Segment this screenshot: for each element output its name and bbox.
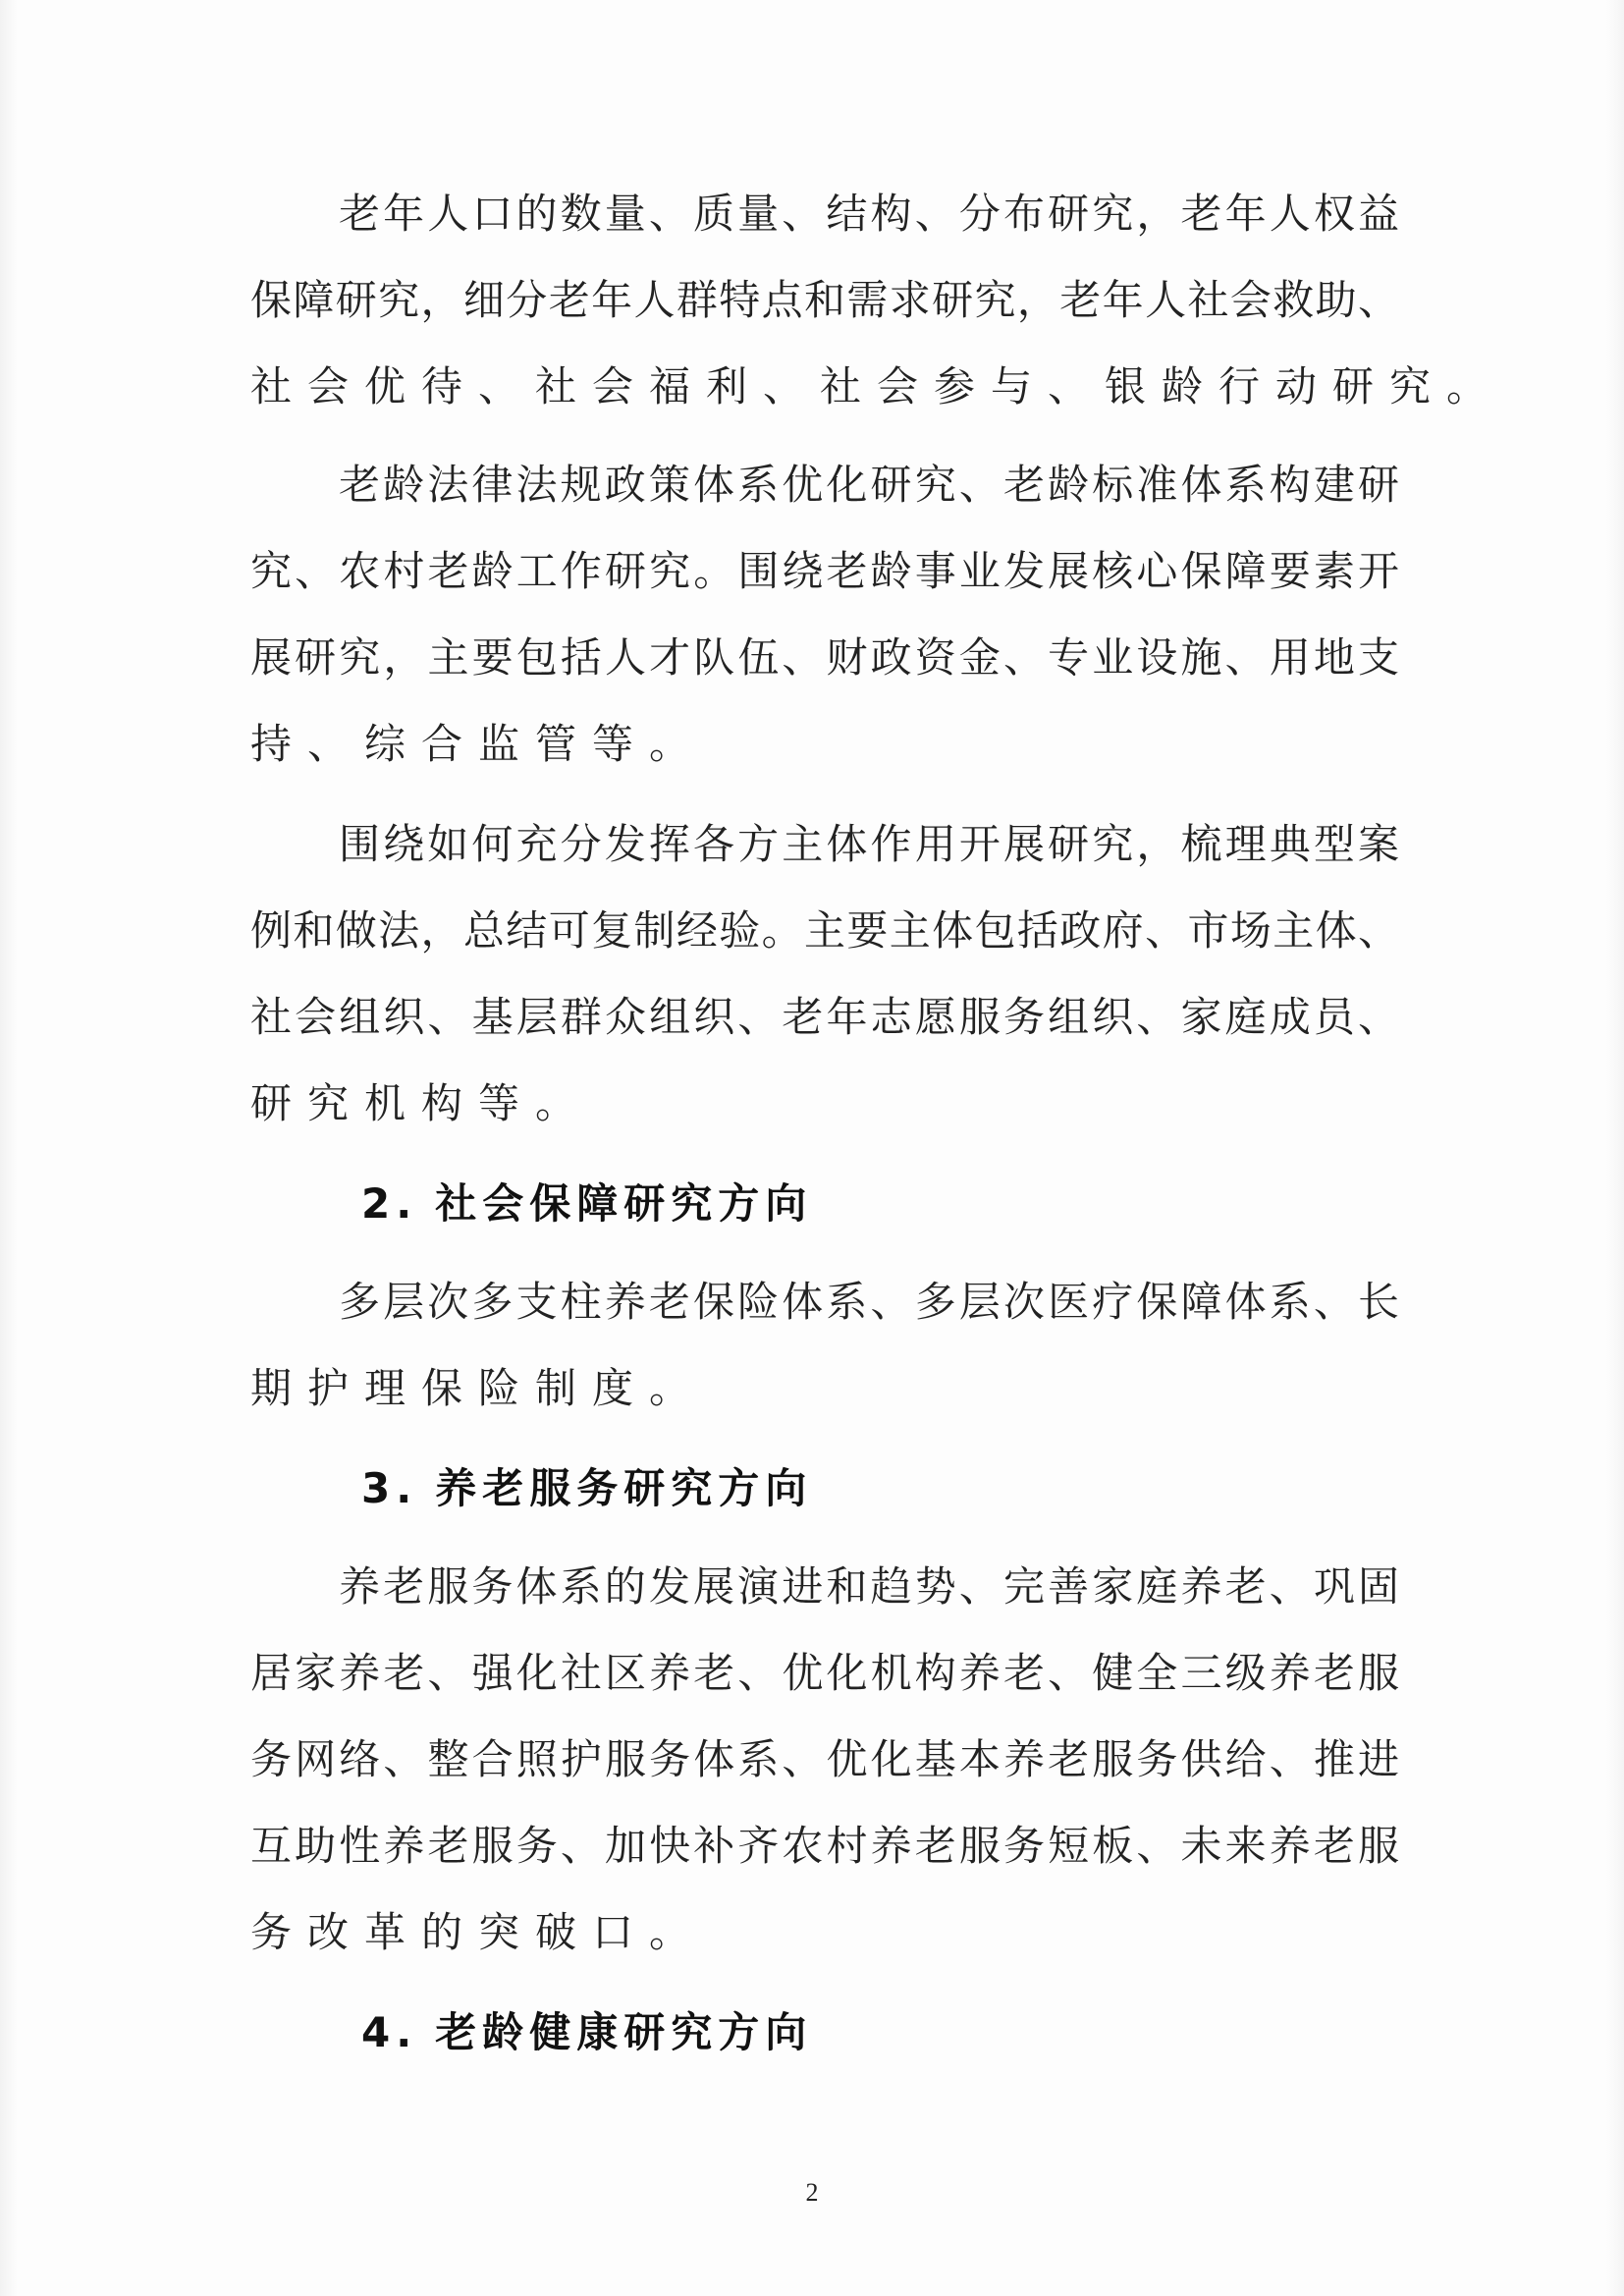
section-2-line-1: 多层次多支柱养老保险体系、多层次医疗保障体系、长	[339, 1278, 1399, 1326]
section-3-line-2: 居家养老、强化社区养老、优化机构养老、健全三级养老服	[250, 1649, 1399, 1697]
paragraph-3-line-3: 社会组织、基层群众组织、老年志愿服务组织、家庭成员、	[250, 993, 1399, 1041]
paragraph-3-line-1: 围绕如何充分发挥各方主体作用开展研究，梳理典型案	[339, 820, 1399, 868]
section-title: 社会保障研究方向	[435, 1179, 813, 1228]
paragraph-3-line-4: 研究机构等。	[250, 1079, 593, 1127]
paragraph-1-line-2: 保障研究，细分老年人群特点和需求研究，老年人社会救助、	[250, 276, 1399, 324]
paragraph-2-line-4: 持、综合监管等。	[250, 720, 707, 768]
section-3-line-1: 养老服务体系的发展演进和趋势、完善家庭养老、巩固	[339, 1562, 1399, 1611]
section-heading-4	[361, 2003, 812, 2062]
page-number: 2	[805, 2178, 819, 2207]
section-3-line-5: 务改革的突破口。	[250, 1908, 707, 1956]
section-number: 3.	[361, 1464, 418, 1512]
paragraph-2-line-1: 老龄法律法规政策体系优化研究、老龄标准体系构建研	[339, 461, 1399, 509]
section-heading-3	[361, 1459, 812, 1518]
section-number: 4.	[361, 2008, 418, 2056]
section-title: 养老服务研究方向	[435, 1464, 813, 1512]
paragraph-2-line-3: 展研究，主要包括人才队伍、财政资金、专业设施、用地支	[250, 633, 1399, 682]
section-title: 老龄健康研究方向	[435, 2008, 813, 2056]
section-number: 2.	[361, 1179, 418, 1228]
section-2-line-2: 期护理保险制度。	[250, 1364, 707, 1412]
paragraph-1-line-1: 老年人口的数量、质量、结构、分布研究，老年人权益	[339, 190, 1399, 238]
paragraph-3-line-2: 例和做法，总结可复制经验。主要主体包括政府、市场主体、	[250, 906, 1399, 955]
section-3-line-3: 务网络、整合照护服务体系、优化基本养老服务供给、推进	[250, 1735, 1399, 1783]
paragraph-2-line-2: 究、农村老龄工作研究。围绕老龄事业发展核心保障要素开	[250, 547, 1399, 595]
section-heading-2	[361, 1175, 812, 1233]
paragraph-1-line-3: 社会优待、社会福利、社会参与、银龄行动研究。	[250, 362, 1504, 410]
section-3-line-4: 互助性养老服务、加快补齐农村养老服务短板、未来养老服	[250, 1822, 1399, 1870]
